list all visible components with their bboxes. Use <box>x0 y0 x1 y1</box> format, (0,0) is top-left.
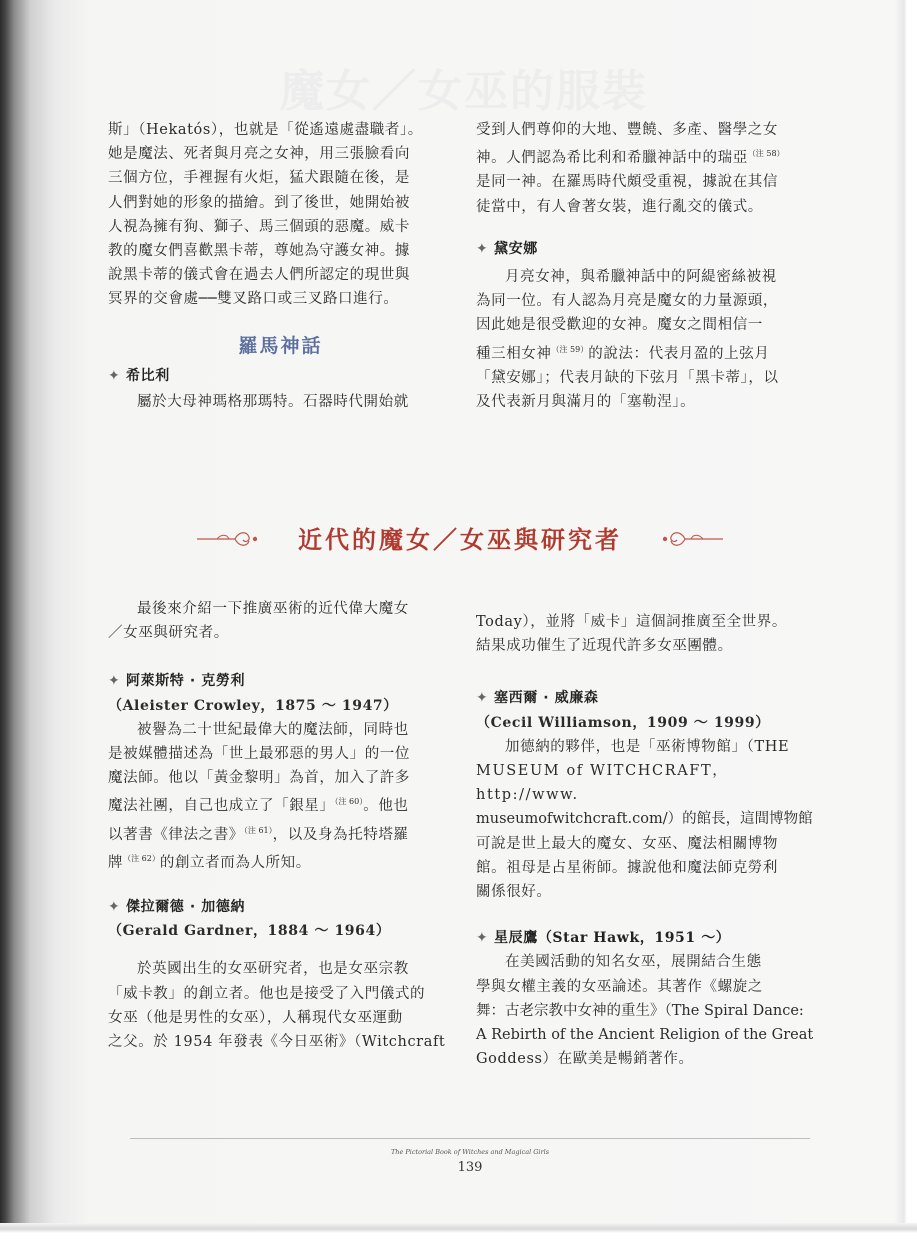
text-line: 學與女權主義的女巫論述。其著作《螺旋之 <box>476 978 763 995</box>
text-span: 。他也 <box>363 798 409 815</box>
text-line: 徒當中，有人會著女裝，進行亂交的儀式。 <box>476 198 763 215</box>
text-line: 結果成功催生了近現代許多女巫團體。 <box>476 638 733 655</box>
gardner-en-name: （Gerald Gardner，1884 ～ 1964） <box>108 923 391 940</box>
text-line: 舞：古老宗教中女神的重生》（The Spiral Dance: <box>476 1002 804 1019</box>
page-bottom-edge <box>0 1223 917 1239</box>
text-line: 她是魔法、死者與月亮之女神，用三張臉看向 <box>108 146 410 163</box>
footer-caption: The Pictorial Book of Witches and Magical Girls <box>390 1148 550 1156</box>
text-line: 是同一神。在羅馬時代頗受重視，據說在其信 <box>476 174 778 191</box>
footnote-ref: （注 60） <box>334 797 364 807</box>
text-line: Today），並將「威卡」這個詞推廣至全世界。 <box>476 614 787 630</box>
text-line: 說黑卡蒂的儀式會在過去人們所認定的現世與 <box>108 267 410 284</box>
williamson-heading-text: 塞西爾 · 威廉森 <box>494 690 599 707</box>
star-bullet-icon: ✦ <box>108 367 121 384</box>
text-line <box>108 819 453 847</box>
starhawk-heading <box>476 926 821 950</box>
text-line: 館。祖母是占星術師。據說他和魔法師克勞利 <box>476 859 778 876</box>
text-line: museumofwitchcraft.com/）的館長，這間博物館 <box>476 811 813 828</box>
text-line: 及代表新月與滿月的「塞勒涅」。 <box>476 394 696 411</box>
starhawk-heading-text: 星辰鷹 <box>494 930 538 947</box>
top-right-column <box>476 118 821 414</box>
bleed-through-title: 魔女／女巫的服裝 <box>280 66 648 117</box>
gardner-heading <box>108 895 453 919</box>
footnote-ref: （注 62） <box>123 853 160 863</box>
text-line: 為同一位。有人認為月亮是魔女的力量源頭， <box>476 293 778 310</box>
star-bullet-icon: ✦ <box>108 899 121 916</box>
top-left-column <box>108 118 453 414</box>
starhawk-en-name: （Star Hawk，1951 ～） <box>537 930 731 947</box>
text-line: A Rebirth of the Ancient Religion of the Great <box>476 1027 814 1044</box>
text-line: 是被媒體描述為「世上最邪惡的男人」的一位 <box>108 746 410 763</box>
roman-myth-title: 羅馬神話 <box>238 334 323 357</box>
crowley-heading-text: 阿萊斯特 · 克勞利 <box>126 673 246 690</box>
footer-divider <box>130 1138 810 1139</box>
text-line: 之父。於 1954 年發表《今日巫術》（Witchcraft <box>108 1034 446 1051</box>
text-line <box>108 847 453 875</box>
text-line: 「威卡教」的創立者。他也是接受了入門儀式的 <box>108 985 426 1002</box>
text-line: 冥界的交會處──雙叉路口或三叉路口進行。 <box>108 291 399 308</box>
text-span: 牌 <box>108 854 124 871</box>
text-line: 被譽為二十世紀最偉大的魔法師，同時也 <box>137 721 409 738</box>
text-line <box>108 790 453 818</box>
star-bullet-icon: ✦ <box>476 930 489 947</box>
footnote-ref: （注 58） <box>747 149 785 159</box>
text-line: 月亮女神，與希臘神話中的阿緹密絲被視 <box>505 269 777 286</box>
cybele-heading <box>108 364 453 388</box>
text-line <box>476 338 821 366</box>
text-line: 斯」（Hekatós），也就是「從遙遠處盡職者」。 <box>108 122 423 138</box>
page-number: 139 <box>457 1160 483 1175</box>
text-line: 加德納的夥伴，也是「巫術博物館」（THE <box>505 738 790 755</box>
bottom-right-column <box>476 610 821 1071</box>
text-line: 「黛安娜」；代表月缺的下弦月「黑卡蒂」，以 <box>476 369 779 386</box>
page-edge <box>895 0 917 1239</box>
text-line: 魔法師。他以「黃金黎明」為首，加入了許多 <box>108 770 410 787</box>
text-span: 的說法：代表月盈的上弦月 <box>588 345 770 362</box>
text-span: ，以及身為托特塔羅 <box>272 826 409 843</box>
text-span: 以著書《律法之書》 <box>108 826 244 843</box>
bottom-left-column <box>108 597 453 1054</box>
footnote-ref: （注 61） <box>243 825 273 835</box>
text-line: 女巫（他是男性的女巫），人稱現代女巫運動 <box>108 1009 403 1026</box>
text-line: MUSEUM of WITCHCRAFT，http://www. <box>476 763 729 804</box>
crowley-heading <box>108 669 453 693</box>
text-line: 關係很好。 <box>476 884 552 901</box>
text-line <box>476 142 821 170</box>
williamson-en-name: （Cecil Williamson，1909 ～ 1999） <box>476 714 770 731</box>
diana-heading-text: 黛安娜 <box>494 240 538 257</box>
text-line: 最後來介紹一下推廣巫術的近代偉大魔女 <box>137 601 409 617</box>
text-line: 可說是世上最大的魔女、女巫、魔法相關博物 <box>476 835 778 852</box>
text-line: 人們對她的形象的描繪。到了後世，她開始被 <box>108 194 410 211</box>
text-line: 受到人們尊仰的大地、豐饒、多產、醫學之女 <box>476 122 778 138</box>
text-span: 神。人們認為希比利和希臘神話中的瑞亞 <box>476 150 748 167</box>
gardner-heading-text: 傑拉爾德 · 加德納 <box>126 899 246 916</box>
star-bullet-icon: ✦ <box>108 673 121 690</box>
text-line: ／女巫與研究者。 <box>108 625 229 642</box>
text-line: 三個方位，手裡握有火炬，猛犬跟隨在後，是 <box>108 170 410 187</box>
cybele-heading-text: 希比利 <box>126 367 170 384</box>
text-line: Goddess）在歐美是暢銷著作。 <box>476 1051 694 1068</box>
section-heading <box>195 520 725 560</box>
text-line: 屬於大母神瑪格那瑪特。石器時代開始就 <box>137 394 409 411</box>
text-line: 在美國活動的知名女巫，展開結合生態 <box>505 954 762 971</box>
star-bullet-icon: ✦ <box>476 690 489 707</box>
right-ornament-icon <box>655 528 725 550</box>
star-bullet-icon: ✦ <box>476 240 489 257</box>
text-span: 種三相女神 <box>476 345 552 362</box>
williamson-heading <box>476 686 821 710</box>
text-line: 於英國出生的女巫研究者，也是女巫宗教 <box>137 961 409 978</box>
text-line: 因此她是很受歡迎的女神。魔女之間相信一 <box>476 317 763 334</box>
text-line: 教的魔女們喜歡黑卡蒂，尊她為守護女神。據 <box>108 243 410 260</box>
text-span: 魔法社團，自己也成立了「銀星」 <box>108 798 335 815</box>
diana-heading <box>476 237 821 261</box>
text-span: 的創立者而為人所知。 <box>159 854 311 871</box>
crowley-en-name: （Aleister Crowley，1875 ～ 1947） <box>108 697 398 714</box>
left-ornament-icon <box>195 528 265 550</box>
text-line: 人視為擁有狗、獅子、馬三個頭的惡魔。威卡 <box>108 218 410 235</box>
footnote-ref: （注 59） <box>551 344 589 354</box>
section-title: 近代的魔女／女巫與研究者 <box>298 526 622 554</box>
